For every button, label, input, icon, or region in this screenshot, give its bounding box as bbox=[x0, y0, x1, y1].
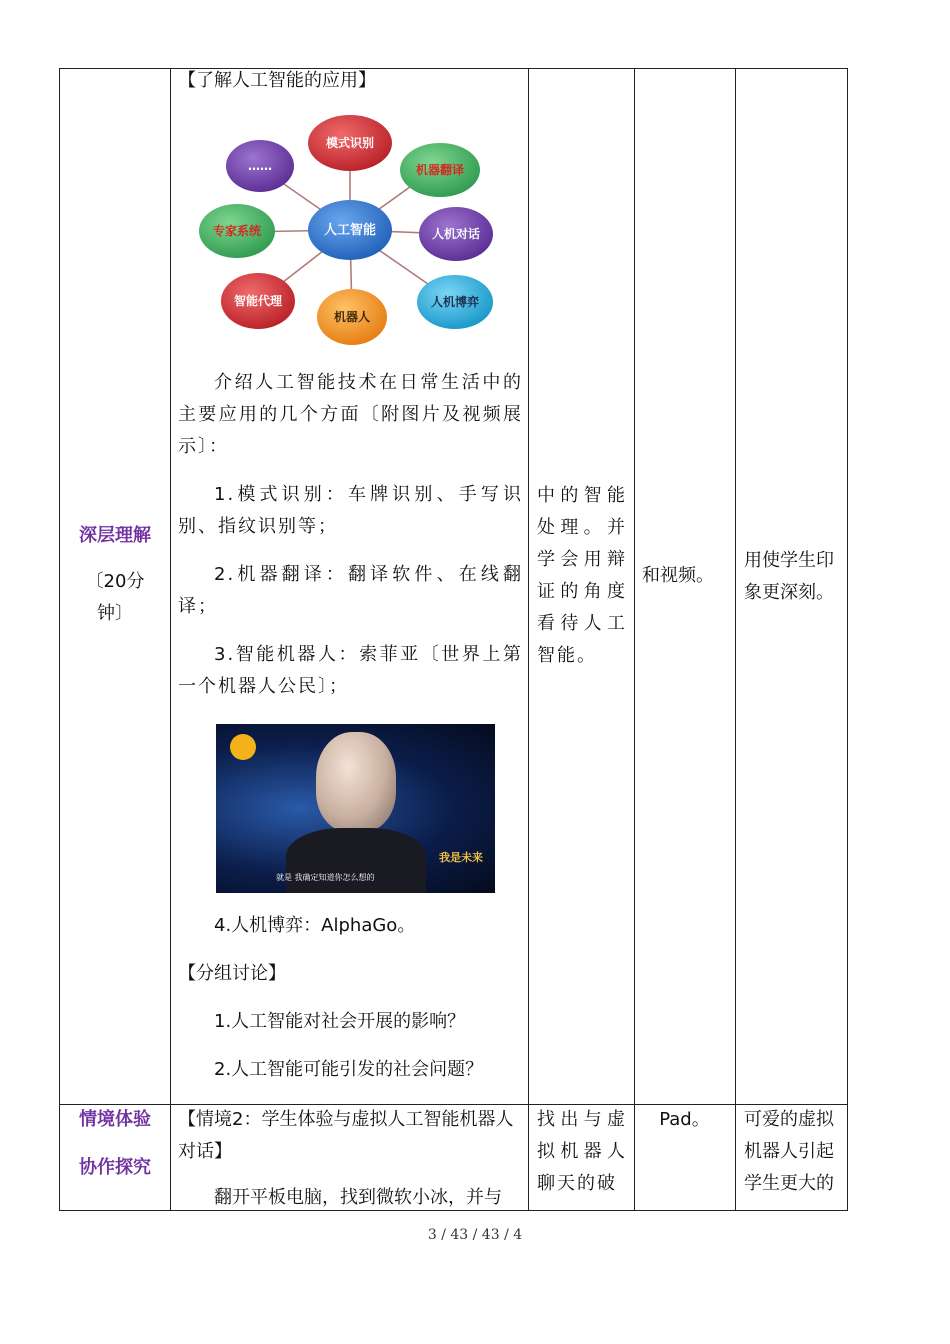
tv-logo bbox=[230, 734, 256, 760]
column-divider bbox=[634, 69, 635, 1210]
intro-paragraph: 介绍人工智能技术在日常生活中的主要应用的几个方面〔附图片及视频展示〕： bbox=[178, 372, 523, 457]
label-intelligent-agent: 智能代理 bbox=[233, 294, 283, 308]
column-divider bbox=[528, 69, 529, 1210]
student-activity-cell: 中的智能处理。并学会用辩证的角度看待人工智能。 bbox=[537, 485, 627, 666]
activity-text-block bbox=[178, 367, 523, 703]
stage-title-1: 情境体验 bbox=[79, 1109, 151, 1130]
scenario-cell bbox=[178, 1104, 523, 1214]
item-pattern-recognition: 1.模式识别：车牌识别、手写识别、指纹识别等； bbox=[178, 484, 523, 537]
robot-head bbox=[316, 732, 396, 832]
label-center-ai: 人工智能 bbox=[323, 223, 377, 238]
stage-title-2: 协作探究 bbox=[79, 1157, 151, 1178]
discussion-heading: 【分组讨论】 bbox=[178, 963, 286, 984]
label-machine-translation: 机器翻译 bbox=[415, 163, 465, 177]
resources-cell: 和视频。 bbox=[642, 565, 714, 586]
ai-applications-diagram bbox=[190, 110, 510, 350]
discussion-question-2: 2.人工智能可能引发的社会问题？ bbox=[214, 1059, 484, 1080]
activity-text-block-2 bbox=[178, 910, 523, 1086]
label-expert-system: 专家系统 bbox=[212, 224, 262, 238]
scenario-heading: 【情境2：学生体验与虚拟人工智能机器人对话】 bbox=[178, 1109, 514, 1162]
label-mode-recognition: 模式识别 bbox=[325, 136, 375, 150]
item-human-game: 4.人机博弈：AlphaGo。 bbox=[214, 915, 416, 936]
student-activity-cell-2: 找出与虚拟机器人聊天的破 bbox=[537, 1109, 627, 1194]
label-more: …… bbox=[248, 159, 272, 173]
label-human-dialogue: 人机对话 bbox=[431, 227, 481, 241]
intent-cell: 用使学生印象更深刻。 bbox=[744, 550, 834, 603]
page-footer: 3 / 43 / 43 / 4 bbox=[427, 1227, 523, 1243]
label-human-game: 人机博弈 bbox=[430, 295, 480, 309]
photo-subtitle: 就是 我确定知道你怎么想的 bbox=[276, 873, 375, 882]
stage-cell bbox=[60, 520, 170, 630]
column-divider bbox=[735, 69, 736, 1210]
resources-cell-2: Pad。 bbox=[659, 1109, 710, 1130]
item-smart-robot: 3.智能机器人：索菲亚〔世界上第一个机器人公民〕； bbox=[178, 644, 523, 697]
robot-body bbox=[286, 828, 426, 893]
stage-title: 深层理解 bbox=[79, 525, 151, 546]
column-divider bbox=[170, 69, 171, 1210]
stage-cell-2 bbox=[60, 1104, 170, 1184]
stage-time: 〔20分钟〕 bbox=[85, 571, 145, 624]
item-machine-translation: 2.机器翻译：翻译软件、在线翻译； bbox=[178, 564, 523, 617]
section-heading: 【了解人工智能的应用】 bbox=[178, 70, 376, 91]
show-logo: 我是未来 bbox=[439, 851, 483, 864]
label-robot: 机器人 bbox=[333, 310, 371, 324]
discussion-question-1: 1.人工智能对社会开展的影响？ bbox=[214, 1011, 466, 1032]
activity-heading-cell bbox=[178, 65, 523, 97]
scenario-text: 翻开平板电脑，找到微软小冰，并与 bbox=[214, 1187, 502, 1208]
sophia-robot-photo bbox=[216, 724, 495, 893]
intent-cell-2: 可爱的虚拟机器人引起学生更大的 bbox=[744, 1109, 834, 1194]
